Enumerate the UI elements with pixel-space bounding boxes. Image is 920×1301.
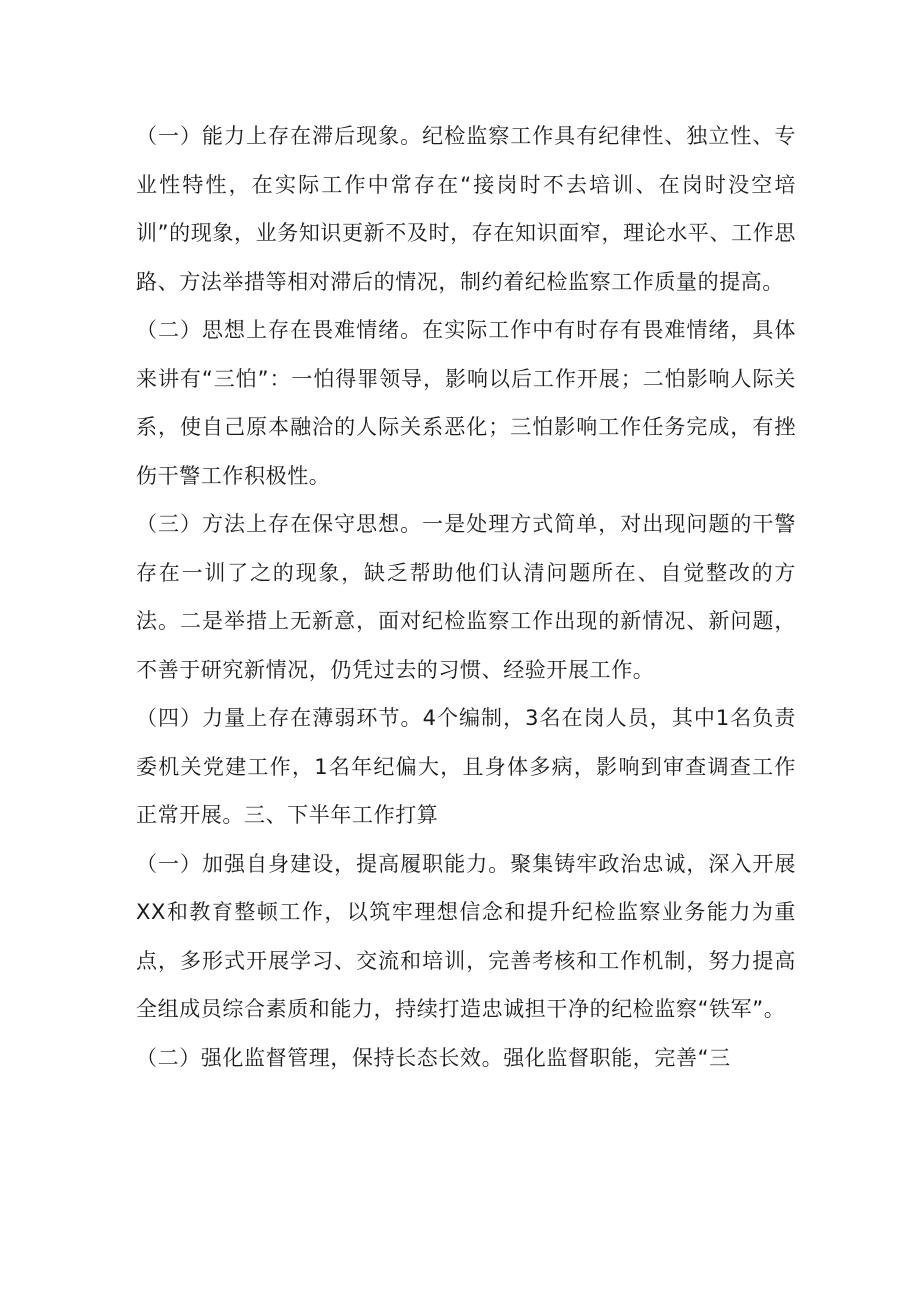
paragraph-4: （四）力量上存在薄弱环节。4个编制，3名在岗人员，其中1名负责委机关党建工作，1名年纪偏大，且身体多病，影响到审查调查工作正常开展。三、下半年工作打算 (136, 706, 796, 827)
paragraph-2: （二）思想上存在畏难情绪。在实际工作中有时存有畏难情绪，具体来讲有“三怕”：一怕得罪领导，影响以后工作开展；二怕影响人际关系，使自己原本融洽的人际关系恶化；三怕影响工作任务完成，有挫伤干警工作积极性。 (136, 318, 796, 488)
paragraph-5: （一）加强自身建设，提高履职能力。聚集铸牢政治忠诚，深入开展XX和教育整顿工作，以筑牢理想信念和提升纪检监察业务能力为重点，多形式开展学习、交流和培训，完善考核和工作机制，努力提高全组成员综合素质和能力，持续打造忠诚担干净的纪检监察“铁军”。 (136, 851, 796, 1021)
paragraph-1: （一）能力上存在滞后现象。纪检监察工作具有纪律性、独立性、专业性特性，在实际工作中常存在“接岗时不去培训、在岗时没空培训”的现象，业务知识更新不及时，存在知识面窄，理论水平、工作思路、方法举措等相对滞后的情况，制约着纪检监察工作质量的提高。 (136, 124, 796, 294)
document-body (136, 112, 796, 1082)
paragraph-6: （二）强化监督管理，保持长态长效。强化监督职能，完善“三 (136, 1045, 731, 1070)
paragraph-3: （三）方法上存在保守思想。一是处理方式简单，对出现问题的干警存在一训了之的现象，缺乏帮助他们认清问题所在、自觉整改的方法。二是举措上无新意，面对纪检监察工作出现的新情况、新问题，不善于研究新情况，仍凭过去的习惯、经验开展工作。 (136, 512, 796, 682)
